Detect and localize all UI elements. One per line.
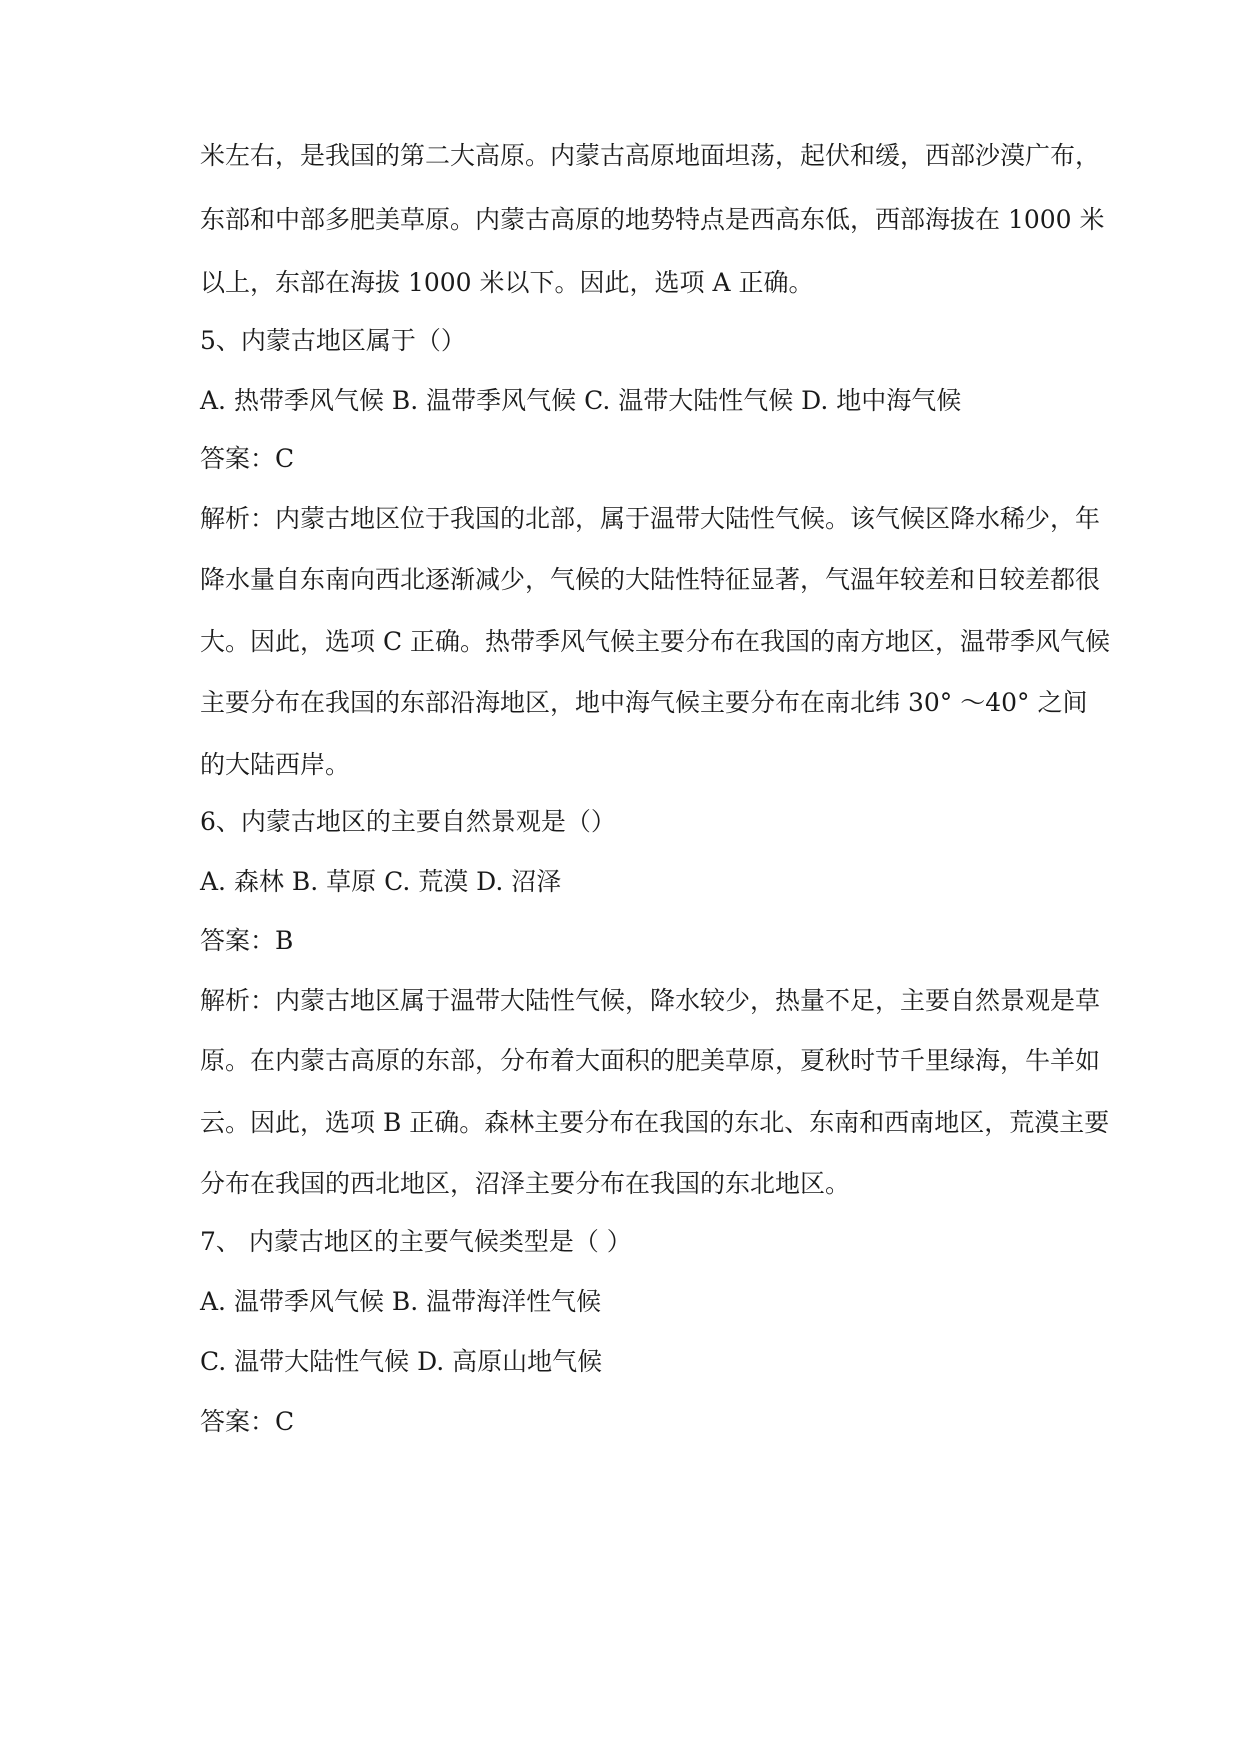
question-5-explanation-line: 主要分布在我国的东部沿海地区，地中海气候主要分布在南北纬 30° ～40° 之间 [200, 688, 1088, 717]
question-7-options-line-1: A. 温带季风气候 B. 温带海洋性气候 [200, 1287, 602, 1316]
question-6-title: 6、内蒙古地区的主要自然景观是（） [200, 807, 616, 836]
text-line: 东部和中部多肥美草原。内蒙古高原的地势特点是西高东低，西部海拔在 1000 米 [200, 205, 1105, 234]
question-5-explanation-line: 的大陆西岸。 [200, 750, 351, 779]
question-6-explanation-line: 原。在内蒙古高原的东部，分布着大面积的肥美草原，夏秋时节千里绿海，牛羊如 [200, 1046, 1101, 1075]
question-6-explanation-line: 云。因此，选项 B 正确。森林主要分布在我国的东北、东南和西南地区，荒漠主要 [200, 1108, 1110, 1137]
question-6-answer: 答案：B [200, 926, 294, 955]
question-7-options-line-2: C. 温带大陆性气候 D. 高原山地气候 [200, 1347, 603, 1376]
text-line: 以上，东部在海拔 1000 米以下。因此，选项 A 正确。 [200, 268, 814, 297]
question-7-title: 7、 内蒙古地区的主要气候类型是（ ） [200, 1227, 632, 1256]
question-5-explanation-line: 解析：内蒙古地区位于我国的北部，属于温带大陆性气候。该气候区降水稀少，年 [200, 504, 1101, 533]
question-5-title: 5、内蒙古地区属于（） [200, 326, 466, 355]
question-5-explanation-line: 降水量自东南向西北逐渐减少，气候的大陆性特征显著，气温年较差和日较差都很 [200, 565, 1101, 594]
question-7-answer: 答案：C [200, 1407, 295, 1436]
text-line: 米左右，是我国的第二大高原。内蒙古高原地面坦荡，起伏和缓，西部沙漠广布， [200, 141, 1101, 170]
question-6-options: A. 森林 B. 草原 C. 荒漠 D. 沼泽 [200, 867, 562, 896]
question-6-explanation-line: 分布在我国的西北地区，沼泽主要分布在我国的东北地区。 [200, 1169, 851, 1198]
question-6-explanation-line: 解析：内蒙古地区属于温带大陆性气候，降水较少，热量不足，主要自然景观是草 [200, 986, 1101, 1015]
question-5-options: A. 热带季风气候 B. 温带季风气候 C. 温带大陆性气候 D. 地中海气候 [200, 386, 962, 415]
question-5-answer: 答案：C [200, 444, 295, 473]
question-5-explanation-line: 大。因此，选项 C 正确。热带季风气候主要分布在我国的南方地区，温带季风气候 [200, 627, 1111, 656]
